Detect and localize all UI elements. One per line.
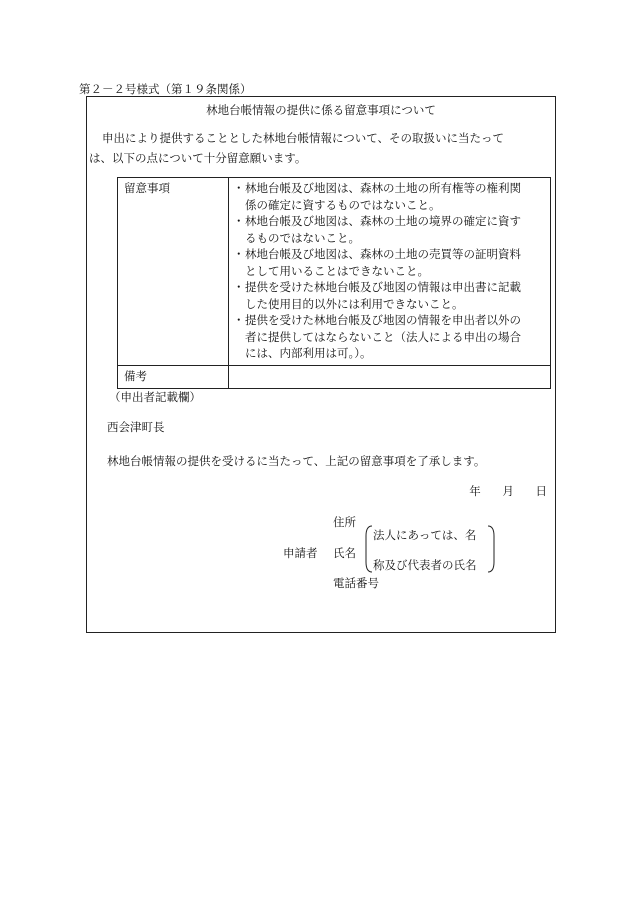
intro-text-line-1: 申出により提供することとした林地台帳情報について、その取扱いに当たって — [102, 131, 505, 145]
consent-statement: 林地台帳情報の提供を受けるに当たって、上記の留意事項を了承します。 — [107, 454, 486, 468]
applicant-section-label: （申出者記載欄） — [109, 390, 201, 404]
note-item-1-line-1: 林地台帳及び地図は、森林の土地の所有権等の権利関 — [245, 181, 521, 195]
notes-table — [117, 177, 551, 389]
note-item-1 — [233, 180, 548, 213]
name-bracket-note — [364, 524, 496, 574]
note-item-5-line-2: 者に提供してはならないこと（法人による申出の場合 — [245, 329, 521, 344]
address-label: 住所 — [333, 515, 356, 529]
notes-label: 留意事項 — [118, 178, 229, 366]
day-field[interactable]: 日 — [535, 484, 547, 498]
addressee: 西会津町長 — [107, 420, 165, 434]
note-item-2 — [233, 213, 548, 246]
document-title: 林地台帳情報の提供に係る留意事項について — [206, 103, 436, 117]
bullet-mark: ・ — [233, 247, 245, 261]
bullet-mark: ・ — [233, 280, 245, 294]
name-label: 氏名 — [333, 546, 356, 560]
month-field[interactable]: 月 — [502, 484, 514, 498]
intro-text-line-2: は、以下の点について十分留意願います。 — [89, 151, 307, 165]
phone-label: 電話番号 — [333, 576, 379, 590]
note-item-5 — [233, 312, 548, 362]
bullet-mark: ・ — [233, 214, 245, 228]
note-item-3-line-2: として用いることはできないこと。 — [245, 263, 429, 278]
note-item-3-line-1: 林地台帳及び地図は、森林の土地の売買等の証明資料 — [245, 247, 521, 261]
form-frame — [86, 96, 556, 633]
note-item-2-line-2: るものではないこと。 — [245, 230, 360, 245]
note-item-4-line-1: 提供を受けた林地台帳及び地図の情報は申出書に記載 — [245, 280, 521, 294]
note-item-1-line-2: 係の確定に資するものではないこと。 — [245, 197, 441, 212]
note-item-5-line-1: 提供を受けた林地台帳及び地図の情報を申出者以外の — [245, 313, 521, 327]
applicant-label: 申請者 — [283, 546, 318, 560]
notes-list — [229, 178, 551, 366]
year-field[interactable]: 年 — [469, 484, 481, 498]
note-item-3 — [233, 246, 548, 279]
bullet-mark: ・ — [233, 313, 245, 327]
bullet-mark: ・ — [233, 181, 245, 195]
notes-row — [118, 178, 551, 366]
bracket-note-line-1: 法人にあっては、名 — [373, 528, 477, 542]
note-item-4 — [233, 279, 548, 312]
date-line — [451, 483, 547, 499]
note-item-4-line-2: した使用目的以外には利用できないこと。 — [245, 296, 464, 311]
remarks-row — [118, 365, 551, 388]
remarks-label: 備考 — [118, 365, 229, 388]
note-item-5-line-3: には、内部利用は可。）。 — [245, 346, 372, 360]
remarks-field[interactable] — [229, 365, 551, 388]
note-item-2-line-1: 林地台帳及び地図は、森林の土地の境界の確定に資す — [245, 214, 521, 228]
bracket-note-line-2: 称及び代表者の氏名 — [373, 558, 477, 572]
form-number-label: 第２－２号様式（第１９条関係） — [79, 82, 252, 96]
